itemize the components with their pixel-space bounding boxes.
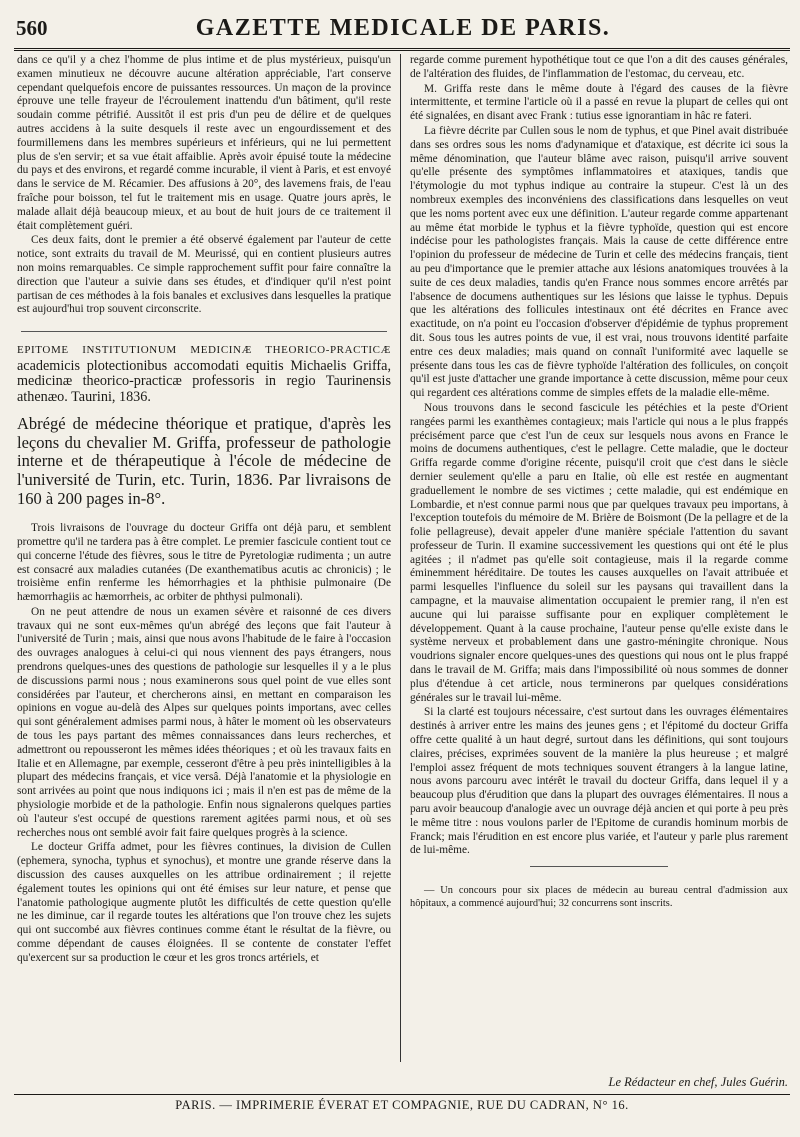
latin-book-title bbox=[17, 342, 391, 405]
paragraph: On ne peut attendre de nous un examen sévère et raisonné de ces divers travaux qui ne sont eux-mêmes qu'un abrégé des leçons que fait l'auteur à l'université de Turin ; mais, ainsi que nous avons l'habitude de le faire à l'occasion des ouvrages analogues à celui-ci qui nous viennent des pays étrangers, nous prendrons quelques-unes des questions de pathologie sur lesquelles il y a le plus de discussions parmi nous ; nous examinerons sous quel point de vue elles sont considérées par l'auteur, et chercherons ainsi, en mettant en comparaison les opinions en vogue au-delà des Alpes sur quelques points importans, avec celles qui sont généralement admises parmi nous, à hâter le moment où les observateurs de tous les pays partant des mêmes connaissances dans leurs recherches, et admettront ou repousseront les mêmes idées théoriques ; et où les travaux faits en Italie et en Allemagne, par exemple, cesseront d'être à peu près inintelligibles à la plupart des médecins français, et vice versâ. Déjà l'anatomie et la physiologie en sont arrivées au point que nous indiquons ici ; mais il n'en est pas de même de la physiologie morbide et de la pathologie. Enfin nous signalerons quelques parties où l'auteur s'est occupé de questions rarement agitées parmi nous, et où ses recherches nous ont semblé avoir fait faire quelques progrès à la science. bbox=[17, 605, 391, 839]
left-column bbox=[17, 54, 391, 1064]
paragraph: La fièvre décrite par Cullen sous le nom de typhus, et que Pinel avait distribuée dans ses ordres sous les noms d'adynamique et d'ataxique, est décrite ici sous la même dénomination, que l'auteur blâme avec raison, puisqu'il arrive souvent qu'elle présente des symptômes inflammatoires et ataxiques, tandis que l'étymologie du mot typhus indique au contraire la stupeur. C'est là un des nombreux exemples des inconvéniens des classifications dans lesquelles on veut que les noms portent avec eux une définition. L'auteur regarde comme appartenant au même état morbide le typhus et la fièvre typhoïde, question qui est encore indécise pour les pathologistes français. Mais la cause de cette différence entre l'opinion du professeur de médecine de Turin et celle des médecins français, tient au peu d'importance que le premier attache aux lésions anatomiques trouvées à la suite de ces deux maladies, tandis qu'en France nous sommes encore arrêtés par l'absence de documens authentiques sur les lésions que laisse le typhus. Depuis que les altérations des follicules intestinaux ont été décrites en France avec exactitude, on n'a point eu l'occasion d'observer d'épidémie de typhus proprement dit. Sous tous les autres points de vue, il est vrai, nous trouvons identité parfaite entre ces deux maladies; mais quand on connaît l'uniformité avec laquelle se présente dans tous les cas de fièvre typhoïde l'altération des follicules, on conçoit qu'il est juste d'attacher une grande importance à cette discussion, même pour ceux qui regardent ces altérations comme de simples effets de la maladie elle-même. bbox=[410, 124, 788, 400]
paragraph: Si la clarté est toujours nécessaire, c'est surtout dans les ouvrages élémentaires destinés à arriver entre les mains des jeunes gens ; et l'épitomé du docteur Griffa offre cette qualité à un haut degré, surtout dans les définitions, qui sont toujours claires, précises, exprimées souvent de la manière la plus heureuse ; et malgré l'emploi assez fréquent de mots techniques souvent étrangers à la langue latine, nous avons parcouru avec intérêt le travail du docteur Griffa, dans lequel il y a beaucoup plus d'érudition que dans la plupart des ouvrages élémentaires. Il nous a paru avoir beaucoup d'analogie avec un ouvrage déjà ancien et qui porte à peu près le même titre : nous voulons parler de l'Epitome de curandis hominum morbis de Franck; mais l'érudition en est encore plus variée, et l'auteur y parle plus rarement de lui-même. bbox=[410, 706, 788, 857]
right-column bbox=[410, 54, 788, 1049]
section-separator bbox=[21, 331, 387, 332]
paragraph: dans ce qu'il y a chez l'homme de plus intime et de plus mystérieux, puisqu'un examen minutieux ne découvre aucune altération appréciable, l'art conserve cependant quelquefois encore de puissantes ressources. Un maçon de la province éprouve une telle frayeur de l'écroulement inattendu d'un bâtiment, qu'il reste soudain comme pétrifié. Aussitôt il est pris d'un peu de délire et de quelques autres accidens à la suite desquels il reste avec un engourdissement et des fourmillemens dans les membres supérieurs et inférieurs, qui ne lui permettent plus de s'en servir; et sa vue était affaiblie. Après avoir épuisé toute la médecine du pays et des environs, et regardé comme incurable, il vient à Paris, et est envoyé dans le service de M. Récamier. Des affusions à 20°, des lavemens frais, de l'eau fraîche pour boisson, tel fut le traitement mis en usage. Quatre jours après, le malade allait déjà beaucoup mieux, et au bout de huit jours de ce traitement il était complètement guéri. bbox=[17, 54, 391, 232]
footer-rule bbox=[14, 1094, 790, 1095]
editor-signature: Le Rédacteur en chef, Jules Guérin. bbox=[608, 1075, 788, 1089]
paragraph: Le docteur Griffa admet, pour les fièvres continues, la division de Cullen (ephemera, synocha, typhus et synochus), et montre une grande réserve dans la discussion des causes auxquelles on les attribue ordinairement ; il rejette également toutes les opinions qui ont été émises sur leur nature, et pense que l'anatomie pathologique augmente plutôt les difficultés de cette question qu'elle ne les diminue, car il regarde toutes les altérations que l'on trouve chez les sujets qui ont succombé aux fièvres continues comme étant le résultat de la fièvre, ou comme dépendant de causes éloignées. Il se contente de constater l'effet qu'exercent sur sa production le cœur et les gros troncs artériels, et bbox=[17, 841, 391, 964]
paragraph: Ces deux faits, dont le premier a été observé également par l'auteur de cette notice, sont extraits du travail de M. Meurissé, qui en contient plusieurs autres non moins remarquables. Ce simple rapprochement suffit pour faire connaître la direction que l'auteur a suivie dans ses études, et d'indiquer qu'il n'est point partisan de ces méthodes à la fois banales et exclusives dans lesquelles la pratique est aujourd'hui trop souvent circonscrite. bbox=[17, 234, 391, 316]
printer-footer: PARIS. — IMPRIMERIE ÉVERAT ET COMPAGNIE, RUE DU CADRAN, N° 16. bbox=[175, 1098, 629, 1112]
concours-notice: — Un concours pour six places de médecin au bureau central d'admission aux hôpitaux, a commencé aujourd'hui; 32 concurrens sont inscrits. bbox=[410, 885, 788, 909]
column-divider bbox=[400, 54, 401, 1062]
notice-rule bbox=[530, 866, 668, 867]
page-header bbox=[16, 10, 790, 46]
paragraph: Nous trouvons dans le second fascicule les pétéchies et la peste d'Orient rangées parmi les exanthèmes contagieux; mais l'article qui nous a le plus frappés précisément parce que c'est l'un de ceux sur lesquels nous avons en France le moins de documens authentiques, c'est le pellagre. Cette maladie, que le docteur Griffa regarde comme d'origine récente, puisqu'il croit que c'est dans le siècle dernier seulement qu'elle a paru en Italie, où elle est restée en augmentant graduellement le nombre de ses victimes ; cette maladie, qui est endémique en Lombardie, et n'est connue parmi nous que par quelques travaux peu importans, à l'exception toutefois du mémoire de M. Brière de Boismont (De la pellagre et de la folie pellagreuse), devait appeler d'une manière spéciale l'attention du savant professeur de Turin. Il examine successivement les questions qui ont été le plus agitées ; il n'admet pas qu'elle soit contagieuse, mais il la regarde comme éminemment héréditaire. De toutes les causes auxquelles on l'avait attribuée et parmi lesquelles l'influence du soleil sur les paysans qui travaillent dans la campagne, et la mauvaise alimentation occupaient le premier rang, il n'en est aucune qui lui paraisse suffisante pour en expliquer complètement le développement. Quant à la cause prochaine, l'auteur pense qu'elle existe dans le système nerveux et probablement dans une gastro-méningite chronique. Nous voudrions signaler encore quelques-unes des questions qui nous ont le plus frappé dans le travail de M. Griffa; mais dans l'impossibilité où nous sommes de donner plus d'étendue à cet article, nous terminerons par quelques considérations générales sur le travail lui-même. bbox=[410, 401, 788, 704]
header-rule bbox=[14, 48, 790, 51]
latin-title-rest: academicis plotectionibus accomodati equitis Michaelis Griffa, medicinæ theorico-practicæ professoris in regio Taurinensis athenæo. Taurini, 1836. bbox=[17, 357, 391, 405]
latin-title-caps: EPITOME INSTITUTIONUM MEDICINÆ THEORICO-PRACTICÆ bbox=[17, 344, 391, 357]
page-number: 560 bbox=[16, 15, 48, 40]
paragraph: M. Griffa reste dans le même doute à l'égard des causes de la fièvre intermittente, et termine l'article où il a passé en revue la plupart de celles qui ont été signalées, en disant avec Frank : tutius esse ignorantiam in hâc re fateri. bbox=[410, 82, 788, 123]
french-book-title: Abrégé de médecine théorique et pratique, d'après les leçons du chevalier M. Griffa, professeur de pathologie interne et de thérapeutique à l'école de médecine de l'université de Turin, etc. Turin, 1836. Par livraisons de 160 à 200 pages in-8°. bbox=[17, 414, 391, 508]
journal-title: GAZETTE MEDICALE DE PARIS. bbox=[195, 14, 611, 41]
paragraph: regarde comme purement hypothétique tout ce que l'on a dit des causes générales, de l'altération des fluides, de l'inflammation de l'estomac, du cerveau, etc. bbox=[410, 54, 788, 80]
paragraph: Trois livraisons de l'ouvrage du docteur Griffa ont déjà paru, et semblent promettre qu'il ne tardera pas à être complet. Le premier fascicule contient tout ce qui concerne l'étude des fièvres, sous le titre de Pyretologiæ rudimenta ; un autre est consacré aux maladies cutanées (De exanthematibus acutis ac chronicis) ; le troisième enfin renferme les hémorrhagies et la phthisie pulmonaire (De hæmorrhagiis ac hæmorrheis, ac orbiter de phthysi pulmonali). bbox=[17, 522, 391, 604]
